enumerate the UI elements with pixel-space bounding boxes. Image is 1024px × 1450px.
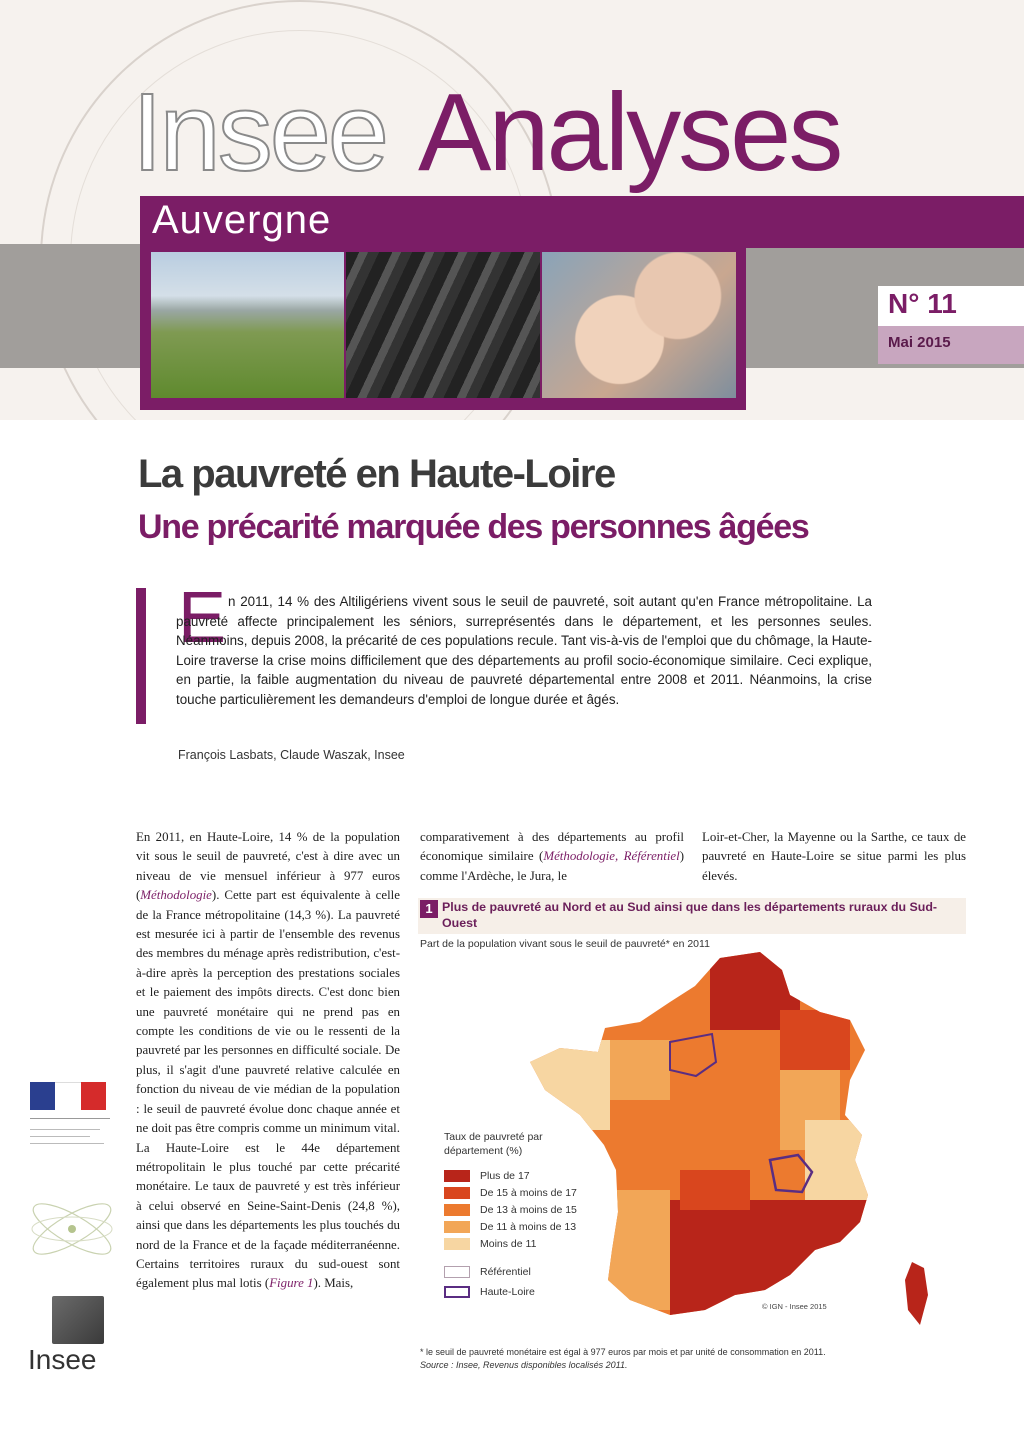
map-zone-alps <box>805 1120 875 1200</box>
figure-subtitle: Part de la population vivant sous le seuil de pauvreté* en 2011 <box>420 938 710 950</box>
legend-label: Moins de 11 <box>480 1238 537 1250</box>
map-corsica <box>905 1262 928 1325</box>
legend-item <box>444 1284 535 1300</box>
map-zone-massif <box>680 1170 750 1210</box>
legend-label: Haute-Loire <box>480 1286 535 1298</box>
issue-number: N° 11 <box>888 288 957 319</box>
figure-number: 1 <box>420 900 438 918</box>
figure-footnote <box>420 1346 960 1372</box>
legend-title: Taux de pauvreté par département (%) <box>444 1131 543 1157</box>
legend-swatch <box>444 1221 470 1233</box>
republique-francaise-logo <box>55 1082 81 1110</box>
body-column-3 <box>702 828 966 886</box>
legend-swatch <box>444 1286 470 1298</box>
map-zone-center-north <box>670 1030 760 1100</box>
body-text: Loir-et-Cher, la Mayenne ou la Sarthe, ce taux de pauvreté en Haute-Loire se situe parmi les plus élevés. <box>702 830 966 883</box>
footnote-source: Source : Insee, Revenus disponibles localisés 2011. <box>420 1360 628 1370</box>
map-zone-southwest <box>600 1190 670 1310</box>
abstract-text: n 2011, 14 % des Altiligériens vivent sous le seuil de pauvreté, soit autant qu'en France métropolitaine. La pauvreté affecte principalement les séniors, surreprésentés dans le département, et les personnes seules. Néanmoins, depuis 2008, la précarité de ces populations recule. Tant vis-à-vis de l'emploi que du chômage, la Haute-Loire traverse la crise moins difficilement que des départements au profil socio-économique similaire. Ceci explique, en partie, la faible augmentation du niveau de pauvreté départemental entre 2008 et 2011. Néanmoins, la crise touche particulièrement les demandeurs d'emploi de longue durée et âgés. <box>176 594 872 707</box>
insee-logo-text: Insee <box>28 1344 97 1375</box>
figure-title: Plus de pauvreté au Nord et au Sud ainsi que dans les départements ruraux du Sud-Ouest <box>442 900 938 930</box>
legend-item <box>444 1185 577 1201</box>
legend-label: Référentiel <box>480 1266 531 1278</box>
photo-landscape <box>151 252 344 398</box>
legend-item <box>444 1236 536 1252</box>
photo-hands <box>542 252 736 398</box>
map-copyright: © IGN - Insee 2015 <box>762 1302 827 1311</box>
article-title: La pauvreté en Haute-Loire <box>138 452 615 496</box>
article-subtitle: Une précarité marquée des personnes âgées <box>138 508 809 546</box>
legend-item <box>444 1202 577 1218</box>
legend-swatch <box>444 1266 470 1278</box>
legend-label: De 13 à moins de 15 <box>480 1204 577 1216</box>
legend-swatch <box>444 1170 470 1182</box>
reference-link[interactable]: Méthodologie, Référentiel <box>543 849 680 864</box>
republique-francaise-logo <box>30 1082 55 1110</box>
legend-item <box>444 1219 576 1235</box>
authors: François Lasbats, Claude Waszak, Insee <box>178 748 405 762</box>
body-text: En 2011, en Haute-Loire, 14 % de la population vit sous le seuil de pauvreté, c'est à dire avec un niveau de vie mensuel inférieur à 977 euros ( <box>136 830 400 903</box>
footnote-text: * le seuil de pauvreté monétaire est égal à 977 euros par mois et par unité de consommation en 2011. <box>420 1347 826 1357</box>
abstract-dropcap: E <box>178 578 227 658</box>
body-text: ). Cette part est équivalente à celle de la France métropolitaine (14,3 %). La pauvreté est mesurée ici à partir de l'ensemble des revenus des membres du ménage après redistribution, c'est-à-dire après la perception des prestations sociales et le paiement des impôts directs. C'est donc bien une pauvreté monétaire qui ne prend pas en compte les conditions de vie ou le ressenti de la pauvreté par les personnes en difficulté sociale. De plus, il s'agit d'une pauvreté relative calculée en fonction du niveau de vie médian de la population : le seuil de pauvreté évolue donc chaque année et ne doit pas être compris comme un minimum vital. La Haute-Loire est le 44e département métropolitain le plus touché par cette précarité monétaire. Le taux de pauvreté y est très inférieur à celui observé en Seine-Saint-Denis (24,8 %), ainsi que dans les départements les plus touchés du nord de la France et de la façade méditerranéenne. Certains territoires ruraux du sud-ouest sont également plus mal lotis ( <box>136 888 400 1291</box>
republique-francaise-logo <box>81 1082 106 1110</box>
reference-link[interactable]: Figure 1 <box>269 1276 314 1291</box>
legend-swatch <box>444 1187 470 1199</box>
region-label: Auvergne <box>152 198 332 242</box>
brand-insee: Insee <box>132 71 387 194</box>
legend-label: De 11 à moins de 13 <box>480 1221 577 1233</box>
statistics-atom-icon <box>22 1184 122 1274</box>
legend-swatch <box>444 1204 470 1216</box>
body-text: ) comme l'Ardèche, le Jura, le <box>420 849 684 883</box>
body-text: ). Mais, <box>313 1276 354 1291</box>
legend-item <box>444 1168 530 1184</box>
legend-swatch <box>444 1238 470 1250</box>
photo-tires-workers <box>346 252 540 398</box>
reference-link[interactable]: Méthodologie <box>140 888 212 903</box>
legend-item <box>444 1264 531 1280</box>
map-zone-northeast <box>780 1010 850 1070</box>
body-text: comparativement à des départements au profil économique similaire ( <box>420 830 684 864</box>
map-zone-west <box>610 1040 670 1100</box>
abstract-bar <box>136 588 146 724</box>
map-zone-brittany <box>520 1040 610 1130</box>
insee-logo-icon <box>52 1296 104 1344</box>
legend-label: Plus de 17 <box>480 1170 530 1182</box>
issue-date: Mai 2015 <box>888 334 951 351</box>
body-column-2 <box>420 828 684 886</box>
body-column-1 <box>136 828 400 1294</box>
legend-label: De 15 à moins de 17 <box>480 1187 577 1199</box>
ministry-logo-lines <box>30 1114 110 1160</box>
brand-analyses: Analyses <box>418 71 841 194</box>
